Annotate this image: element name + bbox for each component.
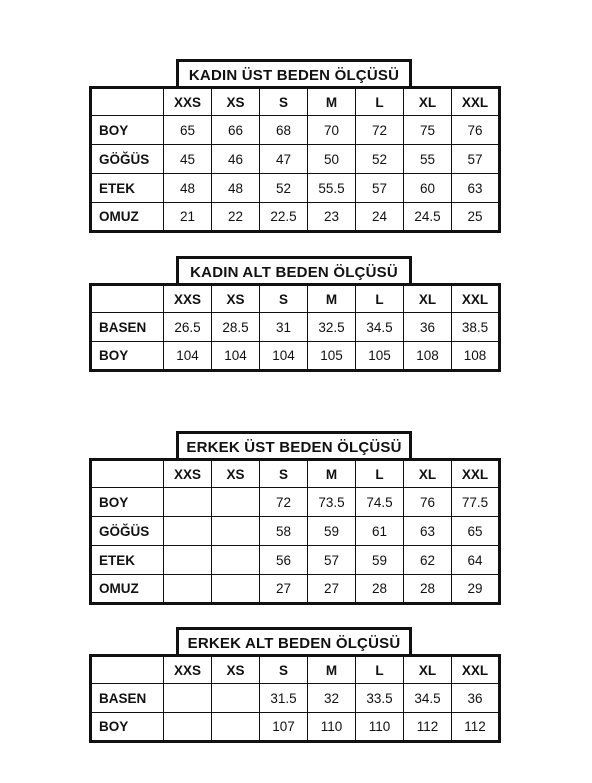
size-header: M [308, 88, 356, 116]
cell [212, 684, 260, 713]
cell [164, 684, 212, 713]
cell: 70 [308, 116, 356, 145]
table-row [91, 684, 500, 713]
size-header: XXS [164, 285, 212, 313]
cell: 65 [452, 517, 500, 546]
corner-cell [91, 460, 164, 488]
size-header: XXL [452, 88, 500, 116]
table-row [91, 116, 500, 145]
cell [164, 488, 212, 517]
table-title: KADIN ÜST BEDEN ÖLÇÜSÜ [176, 59, 412, 86]
size-header: XXL [452, 656, 500, 684]
row-label: OMUZ [91, 203, 164, 232]
cell: 76 [452, 116, 500, 145]
cell: 59 [356, 546, 404, 575]
cell: 45 [164, 145, 212, 174]
size-header: M [308, 285, 356, 313]
cell: 22 [212, 203, 260, 232]
cell: 110 [356, 713, 404, 742]
size-header: XL [404, 460, 452, 488]
cell: 72 [260, 488, 308, 517]
cell: 63 [452, 174, 500, 203]
cell: 31.5 [260, 684, 308, 713]
cell: 64 [452, 546, 500, 575]
cell: 55 [404, 145, 452, 174]
row-label: GÖĞÜS [91, 145, 164, 174]
size-header: XS [212, 460, 260, 488]
cell: 25 [452, 203, 500, 232]
cell: 63 [404, 517, 452, 546]
table-row [91, 313, 500, 342]
size-header: XXS [164, 88, 212, 116]
cell: 73.5 [308, 488, 356, 517]
table-row [91, 517, 500, 546]
cell: 23 [308, 203, 356, 232]
size-table [89, 283, 501, 372]
cell: 76 [404, 488, 452, 517]
row-label: BASEN [91, 313, 164, 342]
cell: 57 [356, 174, 404, 203]
size-header: XXS [164, 656, 212, 684]
cell: 57 [308, 546, 356, 575]
table-title: ERKEK ALT BEDEN ÖLÇÜSÜ [176, 627, 412, 654]
row-label: GÖĞÜS [91, 517, 164, 546]
size-table [89, 654, 501, 743]
table-row [91, 342, 500, 371]
table-row [91, 488, 500, 517]
table-row [91, 546, 500, 575]
size-header: L [356, 460, 404, 488]
corner-cell [91, 88, 164, 116]
size-header: XL [404, 88, 452, 116]
cell: 74.5 [356, 488, 404, 517]
cell: 28 [356, 575, 404, 604]
corner-cell [91, 656, 164, 684]
size-header: XS [212, 88, 260, 116]
cell [212, 517, 260, 546]
row-label: BOY [91, 342, 164, 371]
cell: 105 [308, 342, 356, 371]
cell: 34.5 [356, 313, 404, 342]
cell: 77.5 [452, 488, 500, 517]
cell: 62 [404, 546, 452, 575]
cell [164, 546, 212, 575]
cell: 57 [452, 145, 500, 174]
cell: 61 [356, 517, 404, 546]
row-label: BOY [91, 713, 164, 742]
cell: 112 [404, 713, 452, 742]
size-header: XS [212, 656, 260, 684]
cell: 59 [308, 517, 356, 546]
table-row [91, 713, 500, 742]
cell: 60 [404, 174, 452, 203]
cell: 38.5 [452, 313, 500, 342]
cell: 66 [212, 116, 260, 145]
cell: 36 [452, 684, 500, 713]
size-header: XS [212, 285, 260, 313]
size-header: L [356, 656, 404, 684]
size-header: XXS [164, 460, 212, 488]
cell: 108 [404, 342, 452, 371]
cell [164, 713, 212, 742]
cell: 27 [308, 575, 356, 604]
cell: 46 [212, 145, 260, 174]
cell: 24.5 [404, 203, 452, 232]
cell: 55.5 [308, 174, 356, 203]
cell: 32 [308, 684, 356, 713]
cell: 56 [260, 546, 308, 575]
row-label: BASEN [91, 684, 164, 713]
size-header: XL [404, 656, 452, 684]
cell: 31 [260, 313, 308, 342]
cell: 104 [260, 342, 308, 371]
size-header: S [260, 88, 308, 116]
cell: 104 [212, 342, 260, 371]
cell: 72 [356, 116, 404, 145]
size-header: S [260, 656, 308, 684]
table-title: ERKEK ÜST BEDEN ÖLÇÜSÜ [176, 431, 412, 458]
cell: 28 [404, 575, 452, 604]
cell: 112 [452, 713, 500, 742]
cell [164, 517, 212, 546]
cell: 75 [404, 116, 452, 145]
cell: 22.5 [260, 203, 308, 232]
cell: 65 [164, 116, 212, 145]
row-label: ETEK [91, 174, 164, 203]
header-row [91, 460, 500, 488]
size-header: L [356, 88, 404, 116]
row-label: OMUZ [91, 575, 164, 604]
size-table [89, 458, 501, 605]
row-label: ETEK [91, 546, 164, 575]
corner-cell [91, 285, 164, 313]
cell [212, 713, 260, 742]
size-header: S [260, 460, 308, 488]
cell: 47 [260, 145, 308, 174]
cell: 108 [452, 342, 500, 371]
cell: 104 [164, 342, 212, 371]
table-row [91, 575, 500, 604]
cell: 24 [356, 203, 404, 232]
size-header: XXL [452, 285, 500, 313]
cell: 27 [260, 575, 308, 604]
size-header: XL [404, 285, 452, 313]
cell: 21 [164, 203, 212, 232]
cell [212, 546, 260, 575]
cell: 50 [308, 145, 356, 174]
table-row [91, 174, 500, 203]
size-header: L [356, 285, 404, 313]
size-header: S [260, 285, 308, 313]
cell: 33.5 [356, 684, 404, 713]
header-row [91, 285, 500, 313]
size-header: M [308, 460, 356, 488]
cell: 68 [260, 116, 308, 145]
cell: 34.5 [404, 684, 452, 713]
cell: 32.5 [308, 313, 356, 342]
cell [164, 575, 212, 604]
cell: 107 [260, 713, 308, 742]
table-title: KADIN ALT BEDEN ÖLÇÜSÜ [176, 256, 412, 283]
cell: 48 [164, 174, 212, 203]
size-table [89, 86, 501, 233]
table-row [91, 145, 500, 174]
cell: 110 [308, 713, 356, 742]
cell: 48 [212, 174, 260, 203]
size-header: M [308, 656, 356, 684]
header-row [91, 656, 500, 684]
cell: 29 [452, 575, 500, 604]
cell [212, 575, 260, 604]
cell: 105 [356, 342, 404, 371]
size-header: XXL [452, 460, 500, 488]
row-label: BOY [91, 116, 164, 145]
cell: 52 [260, 174, 308, 203]
cell: 58 [260, 517, 308, 546]
row-label: BOY [91, 488, 164, 517]
cell: 52 [356, 145, 404, 174]
cell [212, 488, 260, 517]
cell: 26.5 [164, 313, 212, 342]
header-row [91, 88, 500, 116]
cell: 28.5 [212, 313, 260, 342]
table-row [91, 203, 500, 232]
cell: 36 [404, 313, 452, 342]
